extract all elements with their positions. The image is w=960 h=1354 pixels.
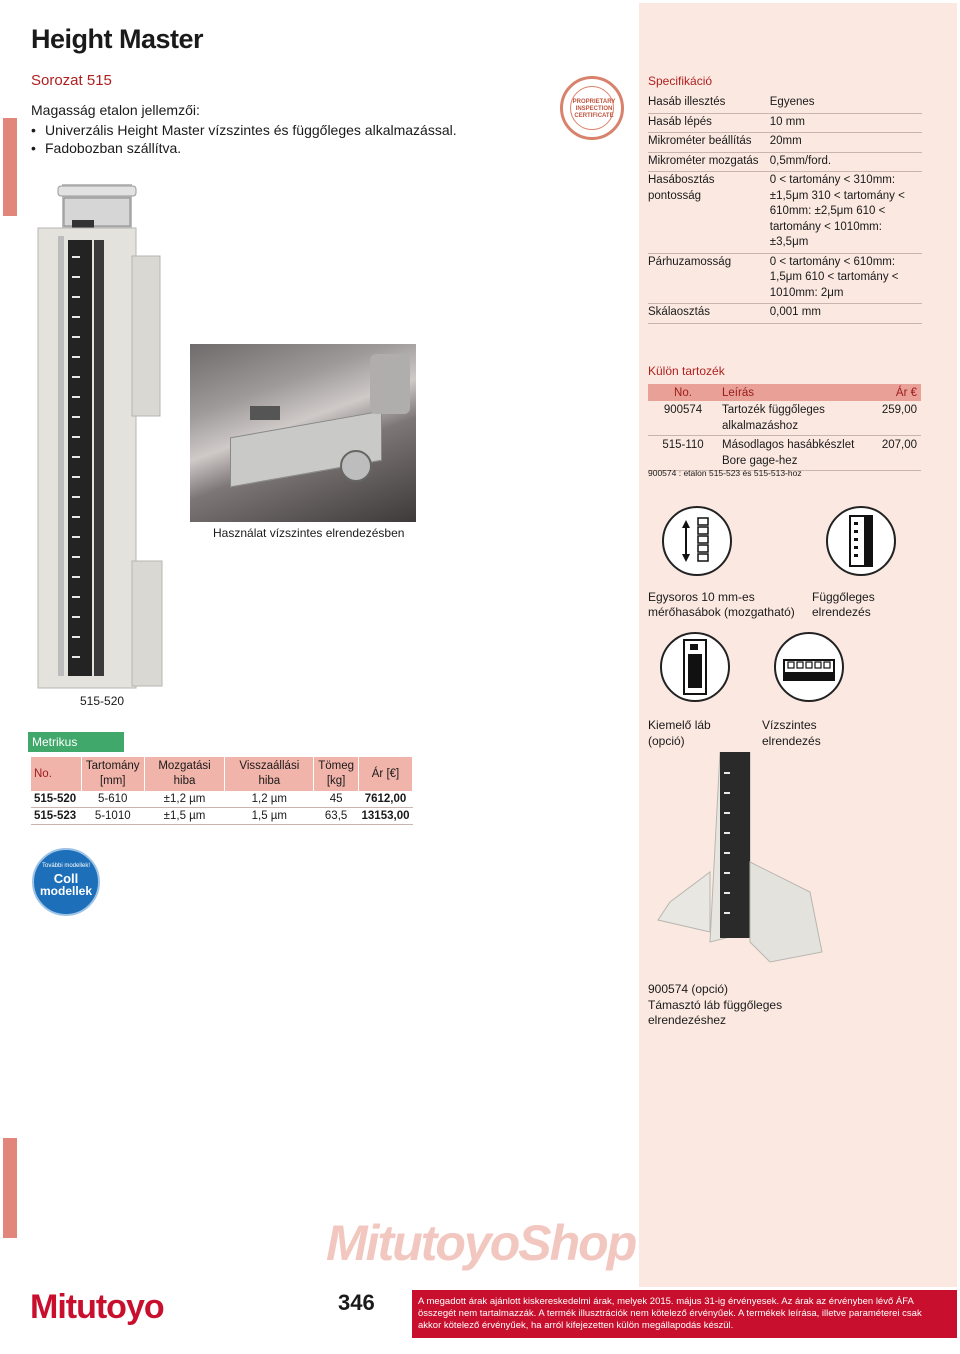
cell-return-error: 1,2 µm: [225, 791, 314, 808]
cell-move-error: ±1,2 µm: [144, 791, 225, 808]
acc-desc: Másodlagos hasábkészlet Bore gage-hez: [718, 436, 863, 471]
table-row: [31, 808, 413, 825]
page-title: Height Master: [31, 24, 204, 54]
option-desc-line1: Támasztó láb függőleges: [648, 998, 783, 1012]
table-row: [648, 436, 921, 471]
cell-no: 515-523: [31, 808, 81, 825]
option-code: 900574 (opció): [648, 982, 729, 996]
spec-row: [648, 172, 922, 254]
spec-value: 0 < tartomány < 610mm: 1,5μm 610 < tartomány < 1010mm: 2μm: [770, 253, 922, 304]
metric-tab: Metrikus: [28, 732, 124, 752]
icon-caption: Vízszintes elrendezés: [762, 718, 821, 748]
acc-price: 259,00: [863, 401, 921, 436]
cell-range: 5-610: [81, 791, 144, 808]
acc-no: 900574: [648, 401, 718, 436]
cell-price: 13153,00: [359, 808, 413, 825]
acc-col-desc: Leírás: [718, 384, 863, 401]
spec-row: [648, 253, 922, 304]
intro-text: Magasság etalon jellemzői:: [31, 102, 200, 118]
badge-line1: Coll: [53, 871, 79, 886]
spec-heading: Specifikáció: [648, 74, 713, 88]
cell-move-error: ±1,5 µm: [144, 808, 225, 825]
feature-list: [31, 121, 457, 157]
price-disclaimer: A megadott árak ajánlott kiskereskedelmi árak, melyek 2015. május 31-ig érvényesek. Az árak az érvényben lévő ÁFA összegét nem tartalmazzák. A termék illusztrációk nem kötelező érvényűek. A termékek leírása, illetve paraméterei csak akkor kötelező érvényűek, ha arról kifejezetten külön megállapodás készül.: [418, 1296, 922, 1331]
spec-label: Hasáb illesztés: [648, 94, 770, 113]
cell-range: 5-1010: [81, 808, 144, 825]
page-number: 346: [338, 1290, 375, 1315]
main-image-caption: 515-520: [80, 694, 125, 708]
cell-return-error: 1,5 µm: [225, 808, 314, 825]
spec-label: Mikrométer beállítás: [648, 133, 770, 153]
certificate-stamp: [560, 76, 624, 140]
spec-row: [648, 152, 922, 172]
horizontal-usage-photo: [190, 344, 416, 522]
spec-row: [648, 113, 922, 133]
acc-col-price: Ár €: [863, 384, 921, 401]
single-row-blocks-icon: [662, 506, 732, 576]
spec-value: 20mm: [770, 133, 922, 153]
spec-label: Skálaosztás: [648, 304, 770, 324]
stamp-text: PROPRIETARY INSPECTION CERTIFICATE: [572, 99, 616, 119]
badge-top: További modellek!: [41, 863, 91, 869]
riser-foot-icon: [660, 632, 730, 702]
vertical-arrangement-icon: [826, 506, 896, 576]
horizontal-arrangement-icon: [774, 632, 844, 702]
coll-models-badge[interactable]: [32, 848, 100, 916]
accessories-note: 900574 : etalon 515-523 és 515-513-hoz: [648, 468, 802, 478]
col-no: No.: [31, 757, 81, 791]
feature-item: • Univerzális Height Master vízszintes és függőleges alkalmazással.: [31, 121, 457, 139]
spec-label: Párhuzamosság: [648, 253, 770, 304]
spec-value: 0,5mm/ford.: [770, 152, 922, 172]
col-weight: Tömeg [kg]: [314, 757, 359, 791]
spec-table: [648, 94, 922, 324]
col-range: Tartomány [mm]: [81, 757, 144, 791]
icon-caption: Függőleges elrendezés: [812, 590, 875, 619]
metric-table: [31, 757, 413, 825]
acc-no: 515-110: [648, 436, 718, 471]
option-desc-line2: elrendezéshez: [648, 1013, 727, 1027]
left-accent-bar: [3, 118, 17, 216]
shop-logo: MitutoyoShop: [326, 1215, 636, 1271]
spec-label: Mikrométer mozgatás: [648, 152, 770, 172]
col-move-error: Mozgatási hiba: [144, 757, 225, 791]
spec-label: Hasábosztás pontosság: [648, 172, 770, 254]
col-price: Ár [€]: [359, 757, 413, 791]
spec-row: [648, 133, 922, 153]
feature-item: • Fadobozban szállítva.: [31, 139, 457, 157]
acc-desc: Tartozék függőleges alkalmazáshoz: [718, 401, 863, 436]
spec-row: [648, 304, 922, 324]
table-row: [31, 791, 413, 808]
col-return-error: Visszaállási hiba: [225, 757, 314, 791]
photo-caption: Használat vízszintes elrendezésben: [213, 526, 405, 540]
mitutoyo-logo: Mitutoyo: [30, 1288, 164, 1326]
height-master-image: [28, 176, 168, 690]
series-label: Sorozat 515: [31, 72, 112, 89]
accessories-table: [648, 384, 921, 471]
cell-weight: 63,5: [314, 808, 359, 825]
table-row: [648, 401, 921, 436]
spec-value: 10 mm: [770, 113, 922, 133]
left-accent-bar-bottom: [3, 1138, 17, 1238]
cell-price: 7612,00: [359, 791, 413, 808]
support-foot-image: [650, 752, 830, 972]
spec-row: [648, 94, 922, 113]
cell-weight: 45: [314, 791, 359, 808]
cell-no: 515-520: [31, 791, 81, 808]
spec-value: 0 < tartomány < 310mm: ±1,5μm 310 < tartomány < 610mm: ±2,5μm 610 < tartomány < 1010mm: ±3,5μm: [770, 172, 922, 254]
badge-line2: modellek: [39, 884, 93, 898]
icon-caption: Egysoros 10 mm-es mérőhasábok (mozgatható): [648, 590, 795, 619]
acc-price: 207,00: [863, 436, 921, 471]
icon-caption: Kiemelő láb (opció): [648, 718, 711, 748]
spec-value: Egyenes: [770, 94, 922, 113]
spec-label: Hasáb lépés: [648, 113, 770, 133]
acc-col-no: No.: [648, 384, 718, 401]
accessories-heading: Külön tartozék: [648, 364, 725, 378]
spec-value: 0,001 mm: [770, 304, 922, 324]
